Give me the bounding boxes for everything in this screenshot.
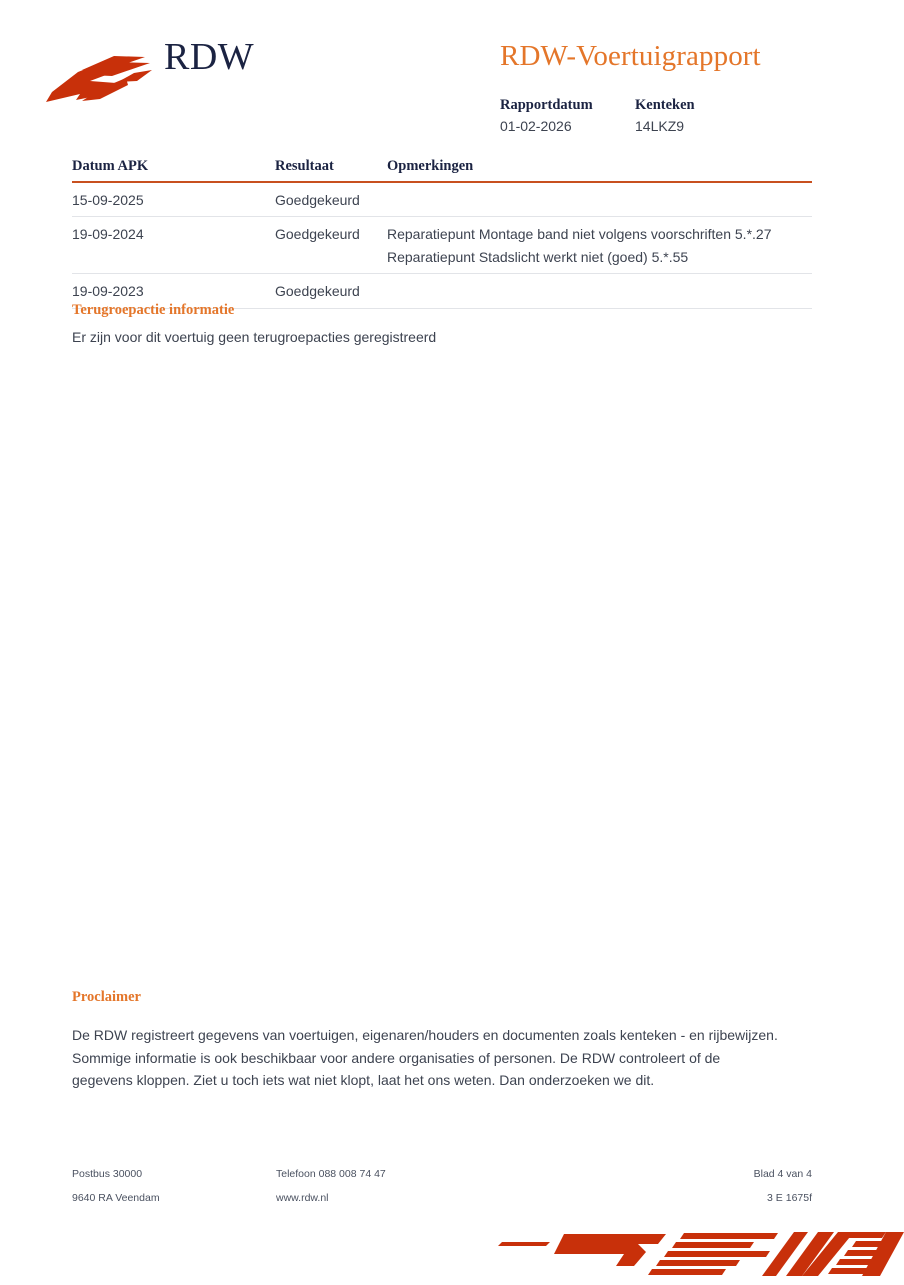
recall-body: Er zijn voor dit voertuig geen terugroepacties geregistreerd xyxy=(72,329,437,345)
rdw-logo xyxy=(42,36,272,106)
report-date-value: 01-02-2026 xyxy=(500,117,572,134)
apk-inspection-table xyxy=(72,158,812,309)
footer-website[interactable]: www.rdw.nl xyxy=(276,1192,329,1204)
footer-page-number: Blad 4 van 4 xyxy=(753,1168,812,1180)
disclaimer-body: De RDW registreert gegevens van voertuigen, eigenaren/houders en documenten zoals kenteken - en rijbewijzen. Sommige informatie is ook beschikbaar voor andere organisaties of personen. De RDW controleert of de gegevens kloppen. Ziet u toch iets wat niet klopt, laat het ons weten. Dan onderzoeken we dit. xyxy=(72,1027,778,1089)
document-header xyxy=(0,0,904,150)
license-plate-value: 14LKZ9 xyxy=(635,117,685,134)
page-title: RDW-Voertuigrapport xyxy=(500,40,761,72)
footer-document-code: 3 E 1675f xyxy=(767,1192,812,1204)
footer-postbus: Postbus 30000 xyxy=(72,1168,143,1180)
disclaimer-heading: Proclaimer xyxy=(72,989,141,1005)
document-footer xyxy=(72,1168,812,1216)
rdw-wordmark: RDW xyxy=(164,36,255,78)
rdw-speed-lines-graphic xyxy=(488,1214,904,1280)
cell-remarks xyxy=(387,223,812,268)
footer-row-bottom xyxy=(72,1192,812,1216)
table-row xyxy=(72,183,812,217)
recall-heading: Terugroepactie informatie xyxy=(72,302,235,318)
column-header-result: Resultaat xyxy=(275,158,334,174)
report-date-group xyxy=(500,96,635,137)
footer-city: 9640 RA Veendam xyxy=(72,1192,160,1204)
disclaimer-section xyxy=(72,989,784,1092)
cell-result: Goedgekeurd xyxy=(275,192,360,208)
cell-remarks xyxy=(387,189,812,211)
report-meta xyxy=(500,96,830,137)
remark-line: Reparatiepunt Montage band niet volgens voorschriften 5.*.27 xyxy=(387,226,772,243)
cell-remarks xyxy=(387,280,812,302)
cell-date: 15-09-2025 xyxy=(72,192,144,208)
cell-date: 19-09-2024 xyxy=(72,226,144,243)
cell-result: Goedgekeurd xyxy=(275,283,360,300)
footer-row-top xyxy=(72,1168,812,1192)
cell-result: Goedgekeurd xyxy=(275,226,360,243)
footer-phone: Telefoon 088 008 74 47 xyxy=(276,1168,386,1180)
cell-date: 19-09-2023 xyxy=(72,283,144,300)
recall-information-section xyxy=(72,302,812,349)
license-plate-group xyxy=(635,96,695,137)
column-header-remarks: Opmerkingen xyxy=(387,158,474,174)
report-date-label: Rapportdatum xyxy=(500,97,593,113)
license-plate-label: Kenteken xyxy=(635,97,695,113)
rdw-feather-logo-icon xyxy=(42,52,154,108)
column-header-date: Datum APK xyxy=(72,158,149,174)
remark-line: Reparatiepunt Stadslicht werkt niet (goed) 5.*.55 xyxy=(387,248,689,265)
table-row xyxy=(72,217,812,274)
table-header-row xyxy=(72,158,812,183)
